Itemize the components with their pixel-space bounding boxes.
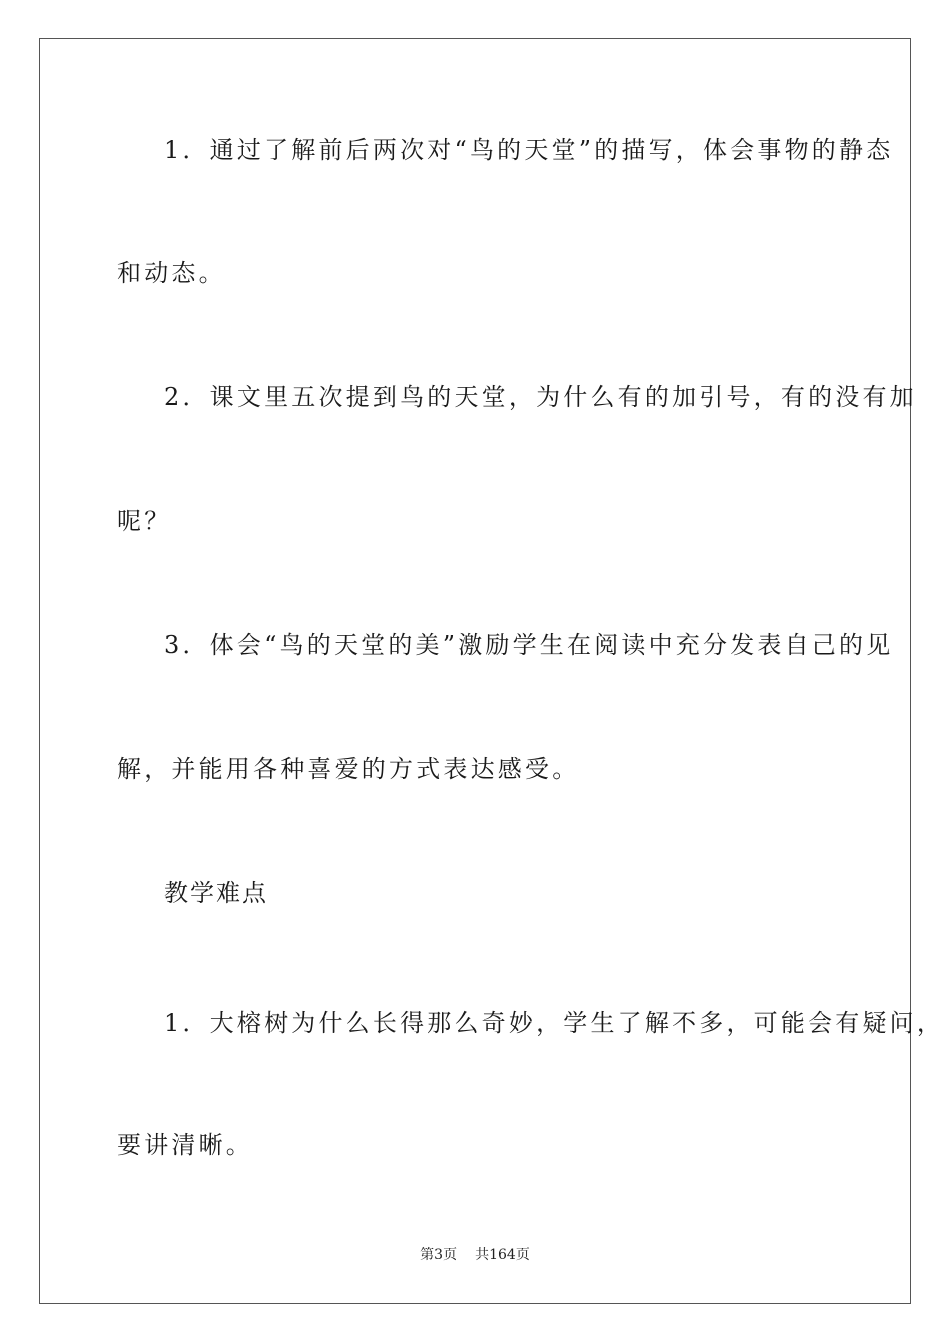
page-footer bbox=[0, 1246, 950, 1264]
page-total: 共164页 bbox=[475, 1247, 530, 1263]
paragraph-line: 要讲清晰。 bbox=[117, 1131, 253, 1159]
paragraph-line: 和动态。 bbox=[117, 259, 226, 287]
page-number: 第3页 bbox=[420, 1247, 458, 1263]
section-heading: 教学难点 bbox=[164, 879, 268, 907]
paragraph-line: 2．课文里五次提到鸟的天堂，为什么有的加引号，有的没有加 bbox=[164, 383, 917, 411]
paragraph-line: 3．体会“鸟的天堂的美”激励学生在阅读中充分发表自己的见 bbox=[164, 631, 894, 659]
paragraph-line: 呢？ bbox=[117, 507, 172, 535]
paragraph-line: 1．大榕树为什么长得那么奇妙，学生了解不多，可能会有疑问， bbox=[164, 1009, 945, 1037]
paragraph-line: 解，并能用各种喜爱的方式表达感受。 bbox=[117, 755, 580, 783]
page-border bbox=[39, 38, 911, 1304]
paragraph-line: 1．通过了解前后两次对“鸟的天堂”的描写，体会事物的静态 bbox=[164, 136, 894, 164]
